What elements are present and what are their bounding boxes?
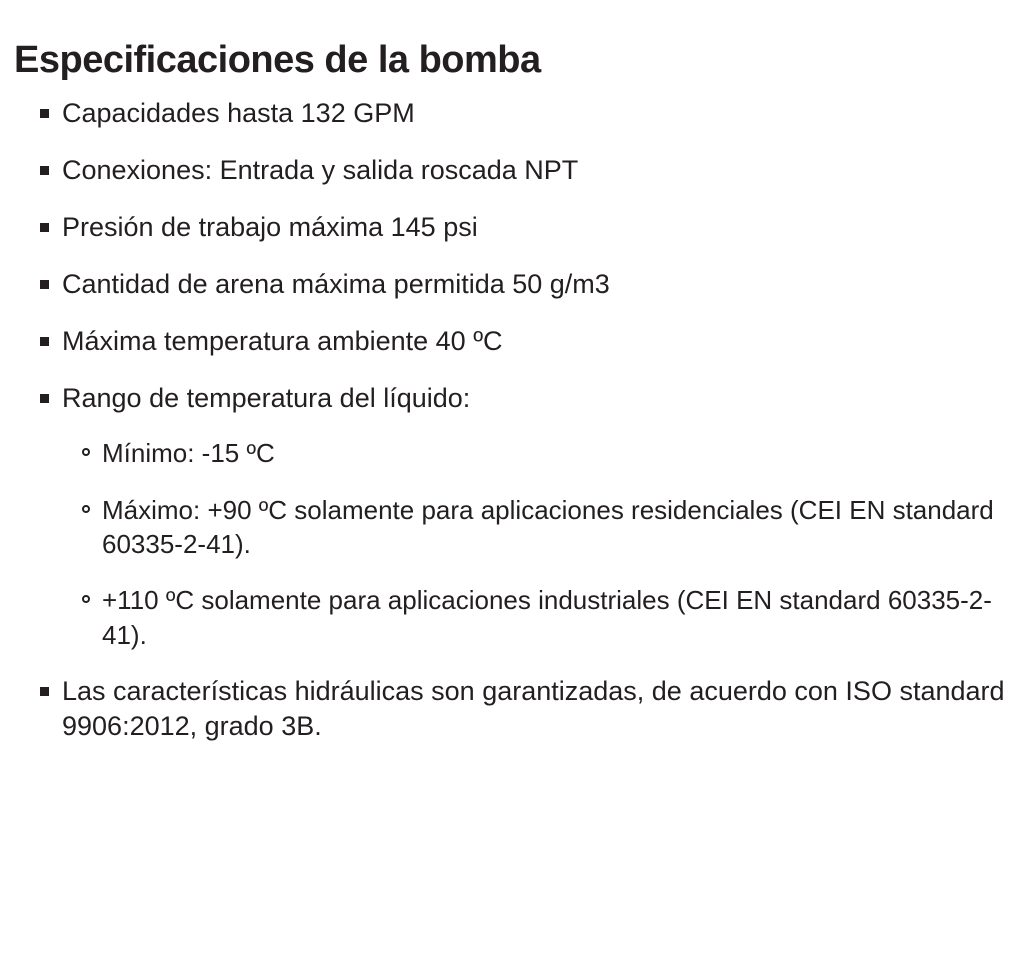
list-item-label: Capacidades hasta 132 GPM [62, 97, 415, 128]
list-item [14, 267, 1006, 302]
circle-bullet-icon [82, 505, 90, 513]
circle-bullet-icon [82, 595, 90, 603]
list-item [62, 583, 1006, 652]
list-item [14, 153, 1006, 188]
square-bullet-icon [40, 337, 49, 346]
list-item-label: Máxima temperatura ambiente 40 ºC [62, 326, 503, 357]
list-item-label: Las características hidráulicas son garantizadas, de acuerdo con ISO standard 9906:2012, grado 3B. [62, 675, 1005, 742]
list-item [14, 96, 1006, 131]
list-item-label: Cantidad de arena máxima permitida 50 g/m3 [62, 269, 610, 300]
list-item [14, 381, 1006, 652]
square-bullet-icon [40, 394, 49, 403]
circle-bullet-icon [82, 448, 90, 456]
list-item-label: Mínimo: -15 ºC [102, 438, 275, 469]
list-item [14, 674, 1006, 744]
square-bullet-icon [40, 109, 49, 118]
sub-list-wrapper [62, 436, 1006, 652]
temperature-range-list [62, 436, 1006, 652]
square-bullet-icon [40, 166, 49, 175]
list-item-label: Máximo: +90 ºC solamente para aplicaciones residenciales (CEI EN standard 60335-2-41). [102, 494, 994, 559]
list-item-label: +110 ºC solamente para aplicaciones industriales (CEI EN standard 60335-2-41). [102, 585, 992, 650]
square-bullet-icon [40, 280, 49, 289]
list-item [14, 324, 1006, 359]
square-bullet-icon [40, 223, 49, 232]
list-item-label: Rango de temperatura del líquido: [62, 383, 471, 414]
square-bullet-icon [40, 687, 49, 696]
list-item-label: Conexiones: Entrada y salida roscada NPT [62, 154, 579, 185]
page-title: Especificaciones de la bomba [14, 39, 541, 81]
list-item [14, 210, 1006, 245]
spec-list [14, 96, 1006, 744]
list-item [62, 436, 1006, 470]
list-item-label: Presión de trabajo máxima 145 psi [62, 211, 478, 242]
list-item [62, 493, 1006, 562]
